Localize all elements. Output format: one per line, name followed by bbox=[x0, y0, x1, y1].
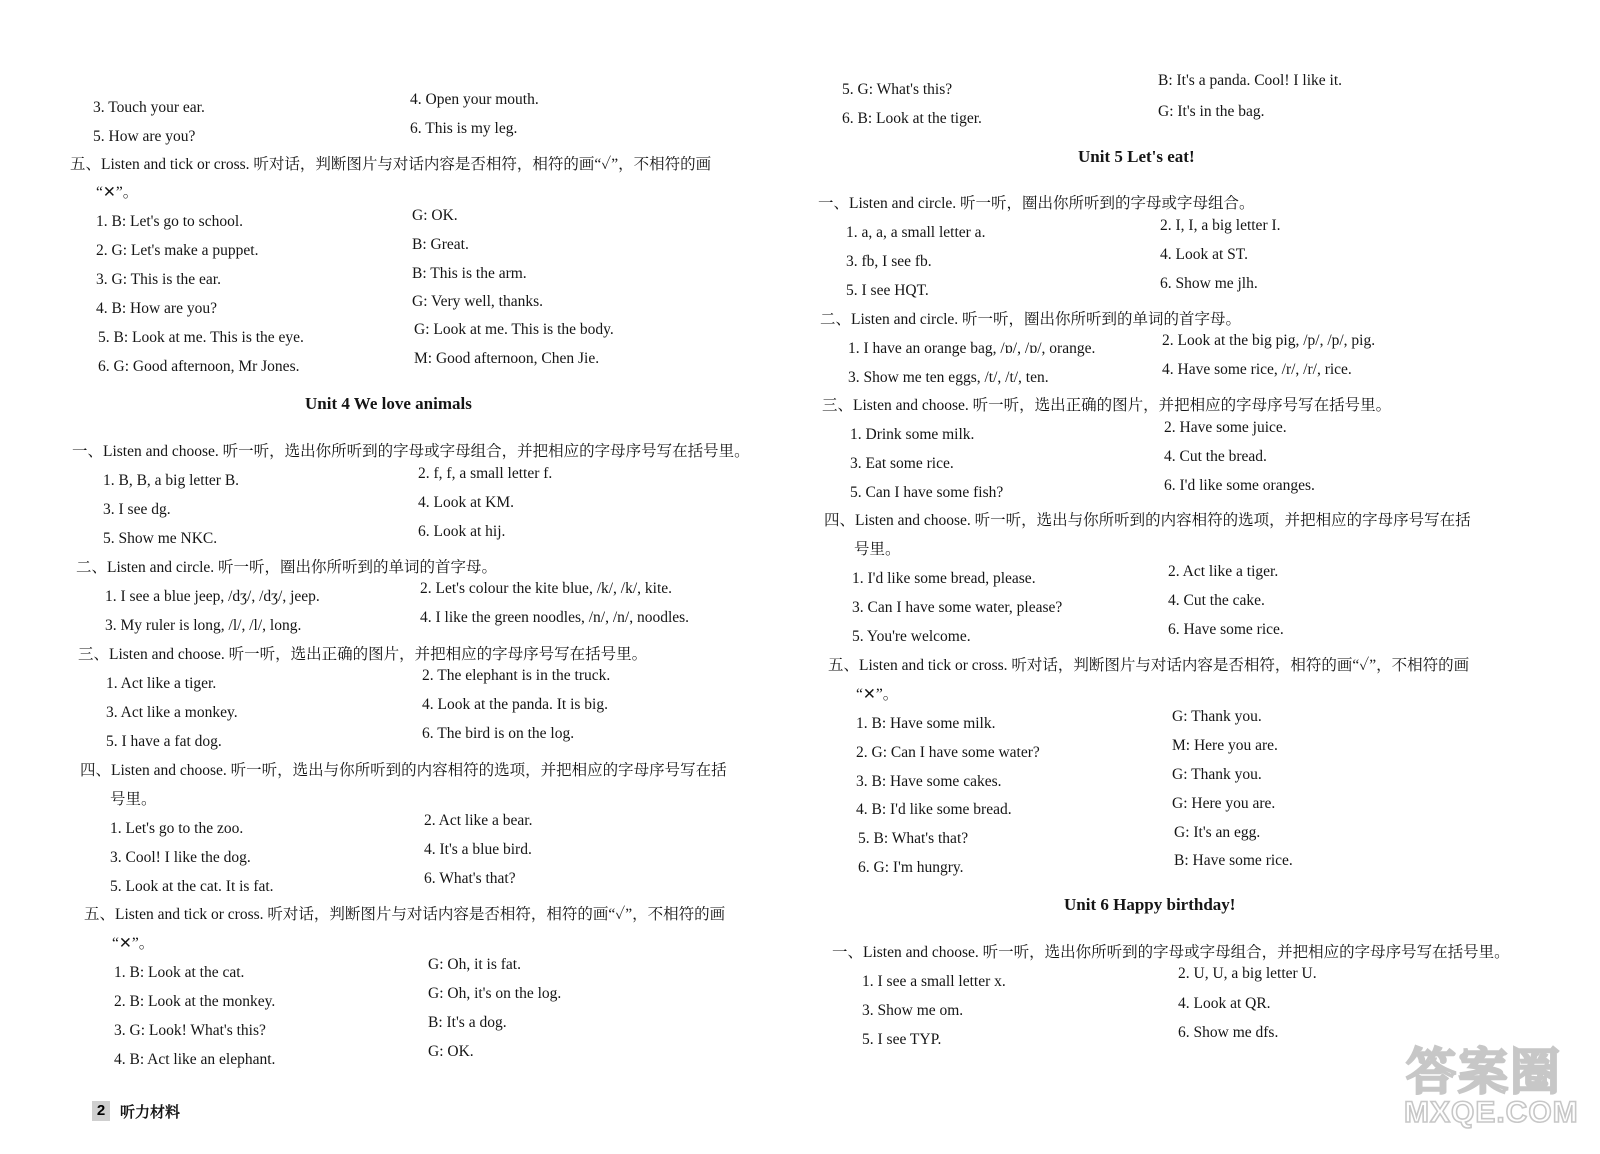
unit-title: Unit 5 Let's eat! bbox=[1078, 147, 1195, 166]
list-item: 6. This is my leg. bbox=[410, 120, 518, 137]
list-item: 6. What's that? bbox=[424, 870, 516, 887]
dialogue-reply: B: Have some rice. bbox=[1174, 852, 1293, 869]
list-item: 2. Let's colour the kite blue, /k/, /k/, kite. bbox=[420, 580, 673, 597]
dialogue-reply: G: OK. bbox=[412, 207, 458, 224]
dialogue-line: 5. B: What's that? bbox=[858, 830, 969, 847]
list-item: 4. Look at the panda. It is big. bbox=[422, 696, 608, 713]
dialogue-line: 3. G: This is the ear. bbox=[96, 271, 221, 288]
list-item: 2. I, I, a big letter I. bbox=[1160, 217, 1281, 234]
dialogue-reply: M: Here you are. bbox=[1172, 737, 1278, 754]
list-item: 2. U, U, a big letter U. bbox=[1178, 965, 1317, 982]
list-item: 6. Have some rice. bbox=[1168, 621, 1284, 638]
dialogue-line: 4. B: How are you? bbox=[96, 300, 217, 317]
section-heading: 五、Listen and tick or cross. 听对话，判断图片与对话内容是否相符，相符的画“✓”，不相符的画 bbox=[828, 657, 1470, 674]
section-heading: 三、Listen and choose. 听一听，选出正确的图片，并把相应的字母序号写在括号里。 bbox=[822, 397, 1392, 414]
list-item: 1. Act like a tiger. bbox=[106, 675, 217, 692]
dialogue-line: 3. B: Have some cakes. bbox=[856, 773, 1002, 790]
section-heading: 一、Listen and circle. 听一听，圈出你所听到的字母或字母组合。 bbox=[818, 195, 1255, 212]
watermark-logo-text: 答案圈 bbox=[1406, 1043, 1562, 1101]
list-item: 4. Open your mouth. bbox=[410, 91, 539, 108]
dialogue-reply: B: This is the arm. bbox=[412, 265, 527, 282]
list-item: 4. It's a blue bird. bbox=[424, 841, 532, 858]
list-item: 4. Look at ST. bbox=[1160, 246, 1248, 263]
dialogue-line: 5. G: What's this? bbox=[842, 81, 953, 98]
section-heading: 五、Listen and tick or cross. 听对话，判断图片与对话内容是否相符，相符的画“✓”，不相符的画 bbox=[84, 906, 726, 923]
list-item: 4. I like the green noodles, /n/, /n/, noodles. bbox=[420, 609, 690, 626]
list-item: 4. Look at QR. bbox=[1178, 995, 1271, 1012]
list-item: 5. I see TYP. bbox=[862, 1031, 942, 1048]
dialogue-line: 2. G: Let's make a puppet. bbox=[96, 242, 259, 259]
dialogue-line: 1. B: Look at the cat. bbox=[114, 964, 245, 981]
section-heading: 二、Listen and circle. 听一听，圈出你所听到的单词的首字母。 bbox=[76, 559, 498, 576]
list-item: 3. Act like a monkey. bbox=[106, 704, 238, 721]
list-item: 6. I'd like some oranges. bbox=[1164, 477, 1315, 494]
section-heading: 一、Listen and choose. 听一听，选出你所听到的字母或字母组合，并把相应的字母序号写在括号里。 bbox=[832, 944, 1510, 961]
unit-title: Unit 4 We love animals bbox=[305, 394, 472, 413]
section-heading: 二、Listen and circle. 听一听，圈出你所听到的单词的首字母。 bbox=[820, 311, 1242, 328]
list-item: 3. Cool! I like the dog. bbox=[110, 849, 251, 866]
list-item: 5. I have a fat dog. bbox=[106, 733, 222, 750]
dialogue-reply: G: Thank you. bbox=[1172, 708, 1262, 725]
dialogue-line: 4. B: Act like an elephant. bbox=[114, 1051, 276, 1068]
dialogue-line: 3. G: Look! What's this? bbox=[114, 1022, 266, 1039]
watermark bbox=[1400, 1030, 1579, 1140]
list-item: 1. a, a, a small letter a. bbox=[846, 224, 986, 241]
dialogue-reply: G: OK. bbox=[428, 1043, 474, 1060]
list-item: 1. B, B, a big letter B. bbox=[103, 472, 240, 489]
dialogue-line: 1. B: Have some milk. bbox=[856, 715, 996, 732]
watermark-url: MXQE.COM bbox=[1404, 1096, 1579, 1129]
list-item: 1. I see a small letter x. bbox=[862, 973, 1006, 990]
dialogue-reply: G: Thank you. bbox=[1172, 766, 1262, 783]
list-item: 3. Eat some rice. bbox=[850, 455, 954, 472]
list-item: 3. Touch your ear. bbox=[93, 99, 205, 116]
list-item: 1. Let's go to the zoo. bbox=[110, 820, 244, 837]
section-heading: 四、Listen and choose. 听一听，选出与你所听到的内容相符的选项，并把相应的字母序号写在括 bbox=[80, 762, 727, 779]
list-item: 2. The elephant is in the truck. bbox=[422, 667, 611, 684]
list-item: 3. fb, I see fb. bbox=[846, 253, 932, 270]
list-item: 4. Cut the bread. bbox=[1164, 448, 1267, 465]
dialogue-reply: G: Oh, it's on the log. bbox=[428, 985, 562, 1002]
section-heading: 五、Listen and tick or cross. 听对话，判断图片与对话内容是否相符，相符的画“✓”，不相符的画 bbox=[70, 156, 712, 173]
section-heading: 四、Listen and choose. 听一听，选出与你所听到的内容相符的选项，并把相应的字母序号写在括 bbox=[824, 512, 1471, 529]
footer-label: 听力材料 bbox=[120, 1102, 181, 1121]
dialogue-line: 6. G: I'm hungry. bbox=[858, 859, 964, 876]
section-heading-cont: “✕”。 bbox=[856, 686, 899, 703]
dialogue-line: 4. B: I'd like some bread. bbox=[856, 801, 1012, 818]
dialogue-line: 5. B: Look at me. This is the eye. bbox=[98, 329, 304, 346]
list-item: 1. Drink some milk. bbox=[850, 426, 975, 443]
dialogue-reply: G: Here you are. bbox=[1172, 795, 1276, 812]
page-footer bbox=[92, 1100, 180, 1122]
section-heading: 一、Listen and choose. 听一听，选出你所听到的字母或字母组合，并把相应的字母序号写在括号里。 bbox=[72, 443, 750, 460]
dialogue-reply: G: It's an egg. bbox=[1174, 824, 1261, 841]
list-item: 6. Show me dfs. bbox=[1178, 1024, 1279, 1041]
list-item: 2. f, f, a small letter f. bbox=[418, 465, 553, 482]
section-heading: 三、Listen and choose. 听一听，选出正确的图片，并把相应的字母序号写在括号里。 bbox=[78, 646, 648, 663]
list-item: 3. Show me om. bbox=[862, 1002, 964, 1019]
dialogue-reply: M: Good afternoon, Chen Jie. bbox=[414, 350, 600, 367]
dialogue-line: 2. B: Look at the monkey. bbox=[114, 993, 276, 1010]
dialogue-reply: G: It's in the bag. bbox=[1158, 103, 1265, 120]
section-heading-cont: 号里。 bbox=[110, 791, 157, 808]
dialogue-line: 6. G: Good afternoon, Mr Jones. bbox=[98, 358, 300, 375]
dialogue-line: 1. B: Let's go to school. bbox=[96, 213, 244, 230]
right-page bbox=[800, 0, 1600, 1154]
list-item: 3. Can I have some water, please? bbox=[852, 599, 1063, 616]
dialogue-reply: G: Oh, it is fat. bbox=[428, 956, 521, 973]
dialogue-reply: B: It's a panda. Cool! I like it. bbox=[1158, 72, 1343, 89]
section-heading-cont: 号里。 bbox=[854, 541, 901, 558]
list-item: 5. How are you? bbox=[93, 128, 196, 145]
list-item: 3. My ruler is long, /l/, /l/, long. bbox=[105, 617, 302, 634]
list-item: 5. You're welcome. bbox=[852, 628, 971, 645]
list-item: 2. Have some juice. bbox=[1164, 419, 1287, 436]
dialogue-line: 2. G: Can I have some water? bbox=[856, 744, 1040, 761]
list-item: 2. Act like a tiger. bbox=[1168, 563, 1279, 580]
section-heading-cont: “✕”。 bbox=[96, 184, 139, 201]
list-item: 2. Act like a bear. bbox=[424, 812, 533, 829]
list-item: 5. I see HQT. bbox=[846, 282, 929, 299]
list-item: 6. The bird is on the log. bbox=[422, 725, 575, 742]
list-item: 3. I see dg. bbox=[103, 501, 171, 518]
page-number: 2 bbox=[92, 1101, 110, 1121]
list-item: 4. Cut the cake. bbox=[1168, 592, 1265, 609]
list-item: 1. I have an orange bag, /ɒ/, /ɒ/, orange. bbox=[848, 340, 1096, 357]
list-item: 5. Show me NKC. bbox=[103, 530, 218, 547]
list-item: 1. I'd like some bread, please. bbox=[852, 570, 1036, 587]
list-item: 3. Show me ten eggs, /t/, /t/, ten. bbox=[848, 369, 1049, 386]
dialogue-reply: G: Look at me. This is the body. bbox=[414, 321, 614, 338]
dialogue-reply: B: It's a dog. bbox=[428, 1014, 507, 1031]
list-item: 1. I see a blue jeep, /dʒ/, /dʒ/, jeep. bbox=[105, 588, 320, 605]
list-item: 2. Look at the big pig, /p/, /p/, pig. bbox=[1162, 332, 1376, 349]
unit-title: Unit 6 Happy birthday! bbox=[1064, 895, 1236, 914]
list-item: 4. Look at KM. bbox=[418, 494, 515, 511]
list-item: 5. Can I have some fish? bbox=[850, 484, 1004, 501]
list-item: 6. Look at hij. bbox=[418, 523, 506, 540]
list-item: 4. Have some rice, /r/, /r/, rice. bbox=[1162, 361, 1352, 378]
dialogue-line: 6. B: Look at the tiger. bbox=[842, 110, 982, 127]
list-item: 5. Look at the cat. It is fat. bbox=[110, 878, 274, 895]
dialogue-reply: G: Very well, thanks. bbox=[412, 293, 544, 310]
dialogue-reply: B: Great. bbox=[412, 236, 469, 253]
section-heading-cont: “✕”。 bbox=[112, 935, 155, 952]
list-item: 6. Show me jlh. bbox=[1160, 275, 1258, 292]
